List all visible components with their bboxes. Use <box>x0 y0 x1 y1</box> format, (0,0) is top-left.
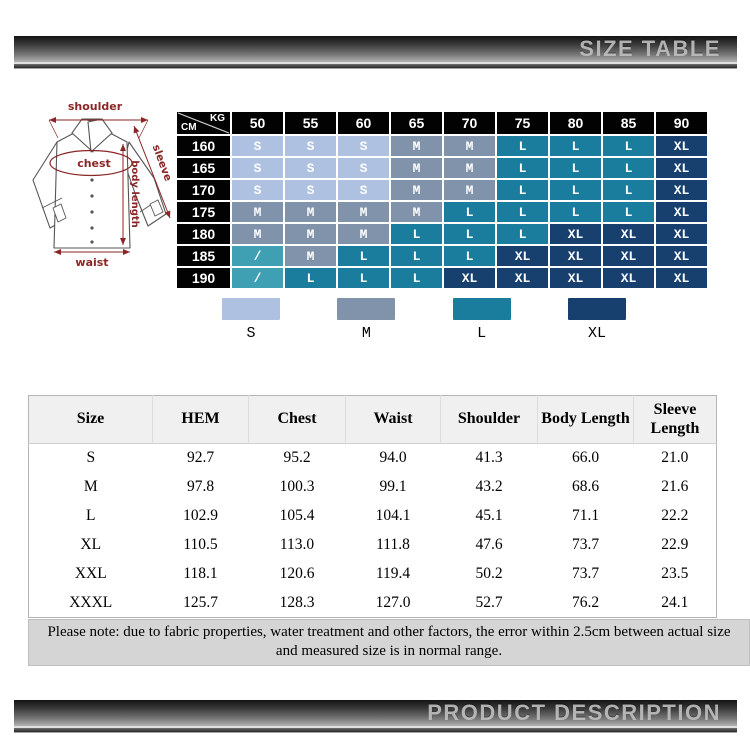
size-cell: M <box>444 136 495 156</box>
measurement-cell: 100.3 <box>249 473 346 502</box>
weight-column-header: 50 <box>232 112 283 134</box>
footer-bar-bevel-edge <box>14 732 737 733</box>
measurement-cell: 71.1 <box>538 502 634 531</box>
measurement-cell: 66.0 <box>538 444 634 473</box>
measurement-cell: 97.8 <box>153 473 249 502</box>
measurement-cell: 94.0 <box>346 444 441 473</box>
size-cell: XL <box>656 224 707 244</box>
product-description-bar <box>14 700 737 733</box>
size-chart-row <box>177 158 707 178</box>
weight-column-header: 70 <box>444 112 495 134</box>
legend-item <box>453 298 511 342</box>
size-cell: M <box>285 202 336 222</box>
size-cell: XL <box>550 224 601 244</box>
legend-item <box>568 298 626 342</box>
measurement-table-head-row <box>29 396 717 444</box>
legend-label: XL <box>587 325 606 342</box>
size-cell: L <box>391 246 442 266</box>
size-note <box>28 619 750 666</box>
height-row-header: 180 <box>177 224 230 244</box>
measurement-cell: S <box>29 444 153 473</box>
size-cell: XL <box>656 180 707 200</box>
size-cell: M <box>444 180 495 200</box>
footer-bar-gradient <box>14 700 737 726</box>
measurement-cell: 24.1 <box>634 589 717 618</box>
measurement-cell: 105.4 <box>249 502 346 531</box>
size-cell: L <box>497 224 548 244</box>
height-row-header: 190 <box>177 268 230 288</box>
size-cell: / <box>232 246 283 266</box>
size-cell: XL <box>656 136 707 156</box>
size-cell: XL <box>497 268 548 288</box>
size-cell: L <box>497 180 548 200</box>
weight-column-header: 85 <box>603 112 654 134</box>
size-chart <box>175 110 709 290</box>
size-cell: S <box>338 180 389 200</box>
size-cell: XL <box>656 268 707 288</box>
measurement-cell: L <box>29 502 153 531</box>
size-cell: L <box>497 158 548 178</box>
size-cell: S <box>285 180 336 200</box>
size-cell: XL <box>656 202 707 222</box>
size-cell: L <box>603 202 654 222</box>
height-row-header: 160 <box>177 136 230 156</box>
measurement-row <box>29 444 717 473</box>
corner-cm-label: CM <box>181 122 197 133</box>
size-cell: / <box>232 268 283 288</box>
measurement-row <box>29 473 717 502</box>
shirt-measurement-diagram <box>20 96 182 276</box>
size-cell: XL <box>603 268 654 288</box>
measurement-cell: 113.0 <box>249 531 346 560</box>
size-cell: XL <box>550 268 601 288</box>
measurement-cell: 119.4 <box>346 560 441 589</box>
legend-swatch <box>337 298 395 320</box>
size-cell: XL <box>444 268 495 288</box>
sleeve-label: sleeve <box>149 143 174 183</box>
measurement-cell: 21.0 <box>634 444 717 473</box>
measurement-cell: 127.0 <box>346 589 441 618</box>
size-cell: XL <box>656 246 707 266</box>
size-cell: M <box>391 180 442 200</box>
weight-column-header: 60 <box>338 112 389 134</box>
size-cell: M <box>285 224 336 244</box>
size-cell: XL <box>497 246 548 266</box>
size-cell: M <box>444 158 495 178</box>
measurement-cell: 125.7 <box>153 589 249 618</box>
size-cell: L <box>444 202 495 222</box>
header-bar-bevel-edge <box>14 68 737 69</box>
height-row-header: 165 <box>177 158 230 178</box>
measurement-column-header: Chest <box>249 396 346 444</box>
measurement-cell: 104.1 <box>346 502 441 531</box>
corner-kg-label: KG <box>210 113 225 124</box>
measurement-column-header: Sleeve Length <box>634 396 717 444</box>
measurement-column-header: HEM <box>153 396 249 444</box>
size-chart-row <box>177 224 707 244</box>
measurement-cell: 22.2 <box>634 502 717 531</box>
size-chart-row <box>177 180 707 200</box>
waist-label: waist <box>75 256 109 269</box>
measurement-cell: M <box>29 473 153 502</box>
weight-column-header: 55 <box>285 112 336 134</box>
size-cell: L <box>338 268 389 288</box>
measurement-cell: 73.7 <box>538 560 634 589</box>
measurement-cell: 111.8 <box>346 531 441 560</box>
size-cell: S <box>285 136 336 156</box>
measurement-cell: 68.6 <box>538 473 634 502</box>
size-cell: S <box>232 158 283 178</box>
size-cell: L <box>550 136 601 156</box>
legend-item <box>222 298 280 342</box>
measurement-column-header: Shoulder <box>441 396 538 444</box>
size-cell: L <box>550 202 601 222</box>
chest-label: chest <box>77 157 111 170</box>
legend-label: L <box>477 325 487 342</box>
size-chart-row <box>177 202 707 222</box>
size-cell: XL <box>603 224 654 244</box>
size-cell: L <box>285 268 336 288</box>
legend-swatch <box>568 298 626 320</box>
size-cell: M <box>232 202 283 222</box>
size-cell: S <box>338 136 389 156</box>
size-chart-head-row <box>177 112 707 134</box>
size-cell: L <box>603 158 654 178</box>
measurement-cell: XXXL <box>29 589 153 618</box>
size-cell: L <box>444 246 495 266</box>
measurement-cell: 41.3 <box>441 444 538 473</box>
height-row-header: 170 <box>177 180 230 200</box>
size-chart-corner-cell <box>177 112 230 134</box>
legend-label: M <box>361 325 371 342</box>
size-cell: M <box>391 158 442 178</box>
body-length-label: body length <box>129 160 140 228</box>
size-cell: S <box>232 136 283 156</box>
shoulder-label: shoulder <box>67 100 123 113</box>
size-cell: M <box>391 202 442 222</box>
size-cell: XL <box>603 246 654 266</box>
measurement-table <box>28 395 717 618</box>
size-cell: S <box>285 158 336 178</box>
measurement-cell: 47.6 <box>441 531 538 560</box>
size-cell: S <box>338 158 389 178</box>
measurement-column-header: Waist <box>346 396 441 444</box>
size-cell: L <box>550 180 601 200</box>
measurement-cell: 52.7 <box>441 589 538 618</box>
size-cell: M <box>285 246 336 266</box>
weight-column-header: 90 <box>656 112 707 134</box>
weight-column-header: 65 <box>391 112 442 134</box>
size-chart-body <box>177 136 707 288</box>
size-cell: M <box>338 202 389 222</box>
measurement-column-header: Body Length <box>538 396 634 444</box>
size-cell: XL <box>550 246 601 266</box>
measurement-row <box>29 531 717 560</box>
header-bar-gradient <box>14 36 737 62</box>
measurement-row <box>29 502 717 531</box>
measurement-table-body <box>29 444 717 618</box>
size-cell: L <box>603 180 654 200</box>
measurement-cell: 50.2 <box>441 560 538 589</box>
measurement-cell: XL <box>29 531 153 560</box>
measurement-cell: 110.5 <box>153 531 249 560</box>
measurement-cell: 99.1 <box>346 473 441 502</box>
size-cell: L <box>391 224 442 244</box>
measurement-cell: 43.2 <box>441 473 538 502</box>
size-cell: L <box>444 224 495 244</box>
size-cell: S <box>232 180 283 200</box>
size-cell: L <box>550 158 601 178</box>
measurement-column-header: Size <box>29 396 153 444</box>
size-legend <box>222 298 626 342</box>
measurement-cell: 76.2 <box>538 589 634 618</box>
measurement-cell: 95.2 <box>249 444 346 473</box>
size-chart-row <box>177 136 707 156</box>
size-cell: M <box>391 136 442 156</box>
height-row-header: 175 <box>177 202 230 222</box>
legend-item <box>337 298 395 342</box>
measurement-cell: 120.6 <box>249 560 346 589</box>
note-line-2: and measured size is in normal range. <box>275 643 503 659</box>
size-cell: L <box>497 136 548 156</box>
measurement-cell: 102.9 <box>153 502 249 531</box>
measurement-cell: 128.3 <box>249 589 346 618</box>
measurement-cell: 118.1 <box>153 560 249 589</box>
size-table-header-bar <box>14 36 737 69</box>
measurement-cell: 45.1 <box>441 502 538 531</box>
measurement-cell: 23.5 <box>634 560 717 589</box>
measurement-row <box>29 589 717 618</box>
size-table-title: SIZE TABLE <box>579 36 721 61</box>
measurement-cell: 73.7 <box>538 531 634 560</box>
weight-column-header: 80 <box>550 112 601 134</box>
measurement-row <box>29 560 717 589</box>
measurement-cell: 21.6 <box>634 473 717 502</box>
product-description-title: PRODUCT DESCRIPTION <box>427 700 721 725</box>
size-cell: L <box>497 202 548 222</box>
size-chart-row <box>177 246 707 266</box>
size-cell: L <box>603 136 654 156</box>
legend-swatch <box>453 298 511 320</box>
legend-swatch <box>222 298 280 320</box>
size-cell: XL <box>656 158 707 178</box>
weight-column-header: 75 <box>497 112 548 134</box>
height-row-header: 185 <box>177 246 230 266</box>
measurement-cell: XXL <box>29 560 153 589</box>
size-cell: M <box>338 224 389 244</box>
size-cell: M <box>232 224 283 244</box>
note-line-1: Please note: due to fabric properties, water treatment and other factors, the error within 2.5cm between actual size <box>47 624 731 640</box>
size-cell: L <box>338 246 389 266</box>
size-chart-row <box>177 268 707 288</box>
measurement-cell: 22.9 <box>634 531 717 560</box>
size-cell: L <box>391 268 442 288</box>
legend-label: S <box>246 325 256 342</box>
measurement-cell: 92.7 <box>153 444 249 473</box>
